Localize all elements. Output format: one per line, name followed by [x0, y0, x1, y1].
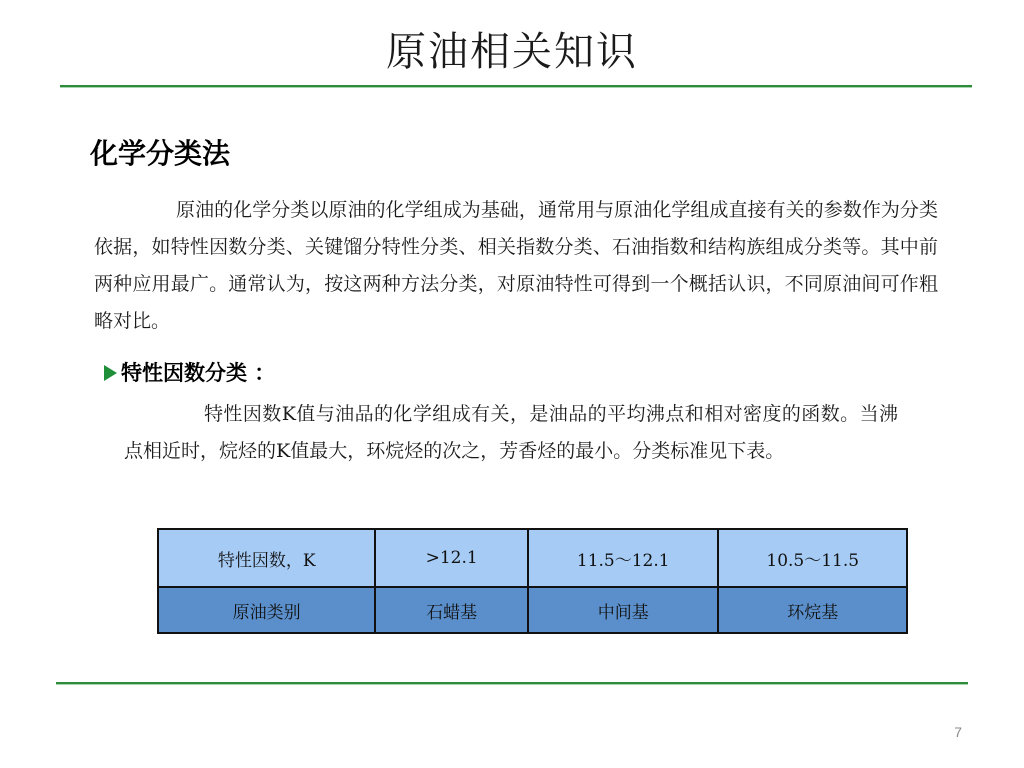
bullet-heading: 特性因数分类 ： [121, 361, 276, 385]
slide-title: 原油相关知识 [386, 29, 638, 75]
section-heading: 化学分类法 [90, 137, 231, 170]
intro-paragraph: 原油的化学分类以原油的化学组成为基础，通常用与原油化学组成直接有关的参数作为分类依据，如特性因数分类、关键馏分特性分类、相关指数分类、石油指数和结构族组成分类等。其中前两种应用最广。通常认为，按这两种方法分类，对原油特性可得到一个概括认识，不同原油间可作粗略对比。 [94, 199, 938, 332]
page-number: 7 [954, 724, 962, 740]
title-divider [60, 85, 972, 87]
table-cell: 11.5～12.1 [528, 529, 718, 587]
table-row-k [158, 529, 907, 587]
table-cell: 中间基 [528, 587, 718, 633]
table-cell: 环烷基 [718, 587, 907, 633]
table-cell: >12.1 [375, 529, 528, 587]
bullet-paragraph: 特性因数K值与油品的化学组成有关，是油品的平均沸点和相对密度的函数。当沸点相近时，烷烃的K值最大，环烷烃的次之，芳香烃的最小。分类标准见下表。 [124, 403, 898, 462]
table-cell: 石蜡基 [375, 587, 528, 633]
table-row-base [158, 587, 907, 633]
table-cell: 原油类别 [158, 587, 375, 633]
bullet-item [104, 358, 275, 388]
table-cell: 10.5～11.5 [718, 529, 907, 587]
classification-table [157, 528, 908, 634]
footer-divider [56, 682, 968, 684]
arrow-bullet-icon [104, 365, 117, 381]
table-cell: 特性因数，K [158, 529, 375, 587]
